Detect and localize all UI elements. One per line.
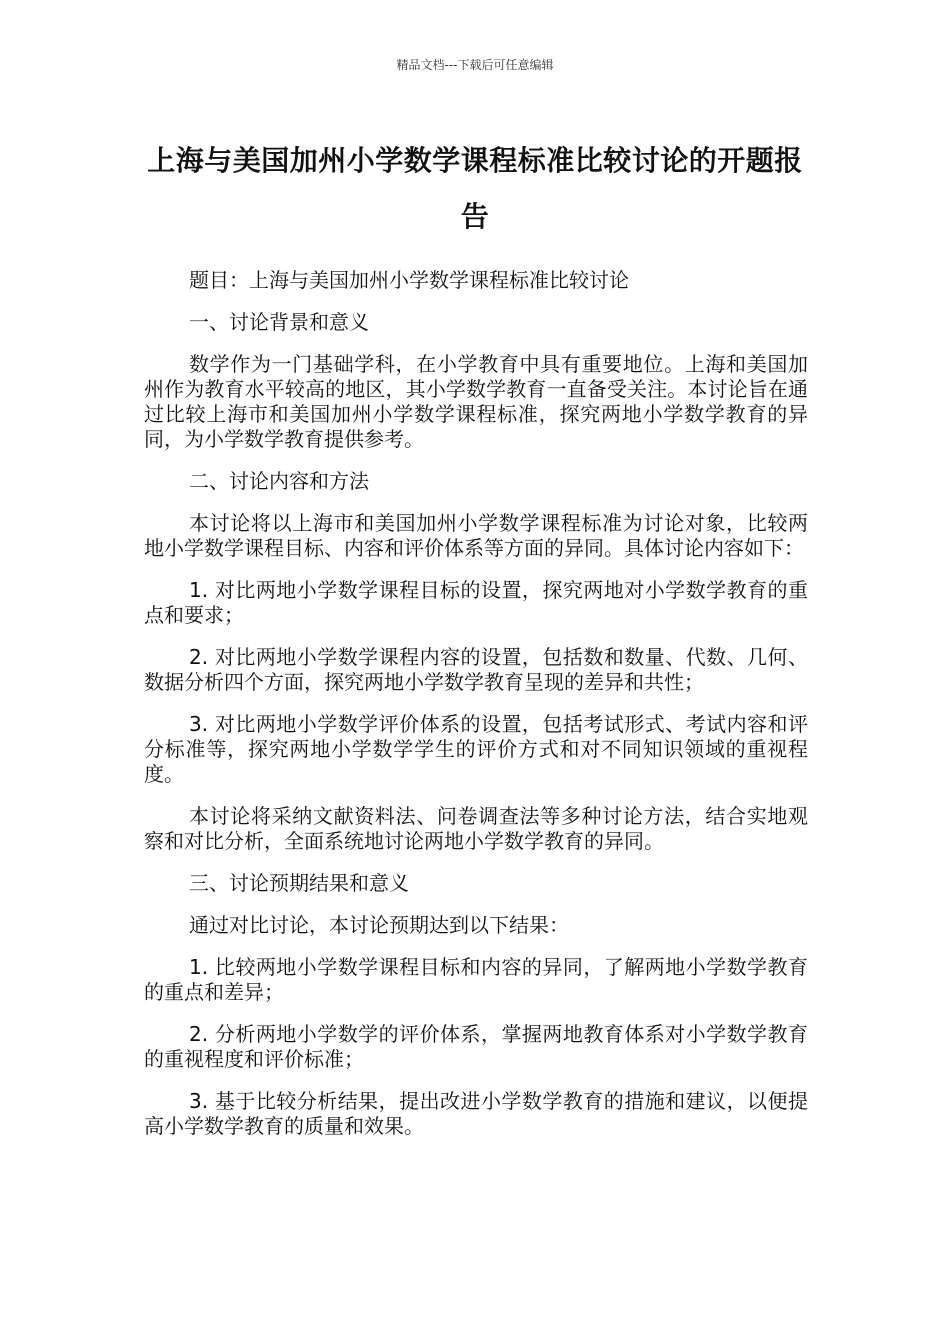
background-paragraph: 数学作为一门基础学科，在小学教育中具有重要地位。上海和美国加州作为教育水平较高的地区，其小学数学教育一直备受关注。本讨论旨在通过比较上海市和美国加州小学数学课程标准，探究两地小学数学教育的异同，为小学数学教育提供参考。 [144,352,808,451]
results-intro-paragraph: 通过对比讨论，本讨论预期达到以下结果： [189,913,569,937]
method-paragraph: 本讨论将采纳文献资料法、问卷调查法等多种讨论方法，结合实地观察和对比分析，全面系统地讨论两地小学数学教育的异同。 [144,804,808,853]
result-item-3: 3. 基于比较分析结果，提出改进小学数学教育的措施和建议，以便提高小学数学教育的质量和效果。 [144,1089,808,1138]
result-item-2: 2. 分析两地小学数学的评价体系，掌握两地教育体系对小学数学教育的重视程度和评价标准； [144,1022,808,1071]
content-item-2: 2. 对比两地小学数学课程内容的设置，包括数和数量、代数、几何、数据分析四个方面，探究两地小学数学教育呈现的差异和共性； [144,645,808,694]
section-heading-expected-results: 三、讨论预期结果和意义 [189,871,409,895]
document-title: 上海与美国加州小学数学课程标准比较讨论的开题报告 [147,144,803,233]
document-body [144,268,808,1156]
content-item-3: 3. 对比两地小学数学评价体系的设置，包括考试形式、考试内容和评分标准等，探究两地小学数学学生的评价方式和对不同知识领域的重视程度。 [144,712,808,786]
section-heading-background: 一、讨论背景和意义 [189,310,369,334]
content-intro-paragraph: 本讨论将以上海市和美国加州小学数学课程标准为讨论对象，比较两地小学数学课程目标、内容和评价体系等方面的异同。具体讨论内容如下： [144,511,808,560]
content-item-1: 1. 对比两地小学数学课程目标的设置，探究两地对小学数学教育的重点和要求； [144,578,808,627]
topic-line: 题目：上海与美国加州小学数学课程标准比较讨论 [189,268,629,292]
result-item-1: 1. 比较两地小学数学课程目标和内容的异同，了解两地小学数学教育的重点和差异； [144,955,808,1004]
section-heading-content-method: 二、讨论内容和方法 [189,469,369,493]
page-header: 精品文档---下载后可任意编辑 [396,58,554,72]
